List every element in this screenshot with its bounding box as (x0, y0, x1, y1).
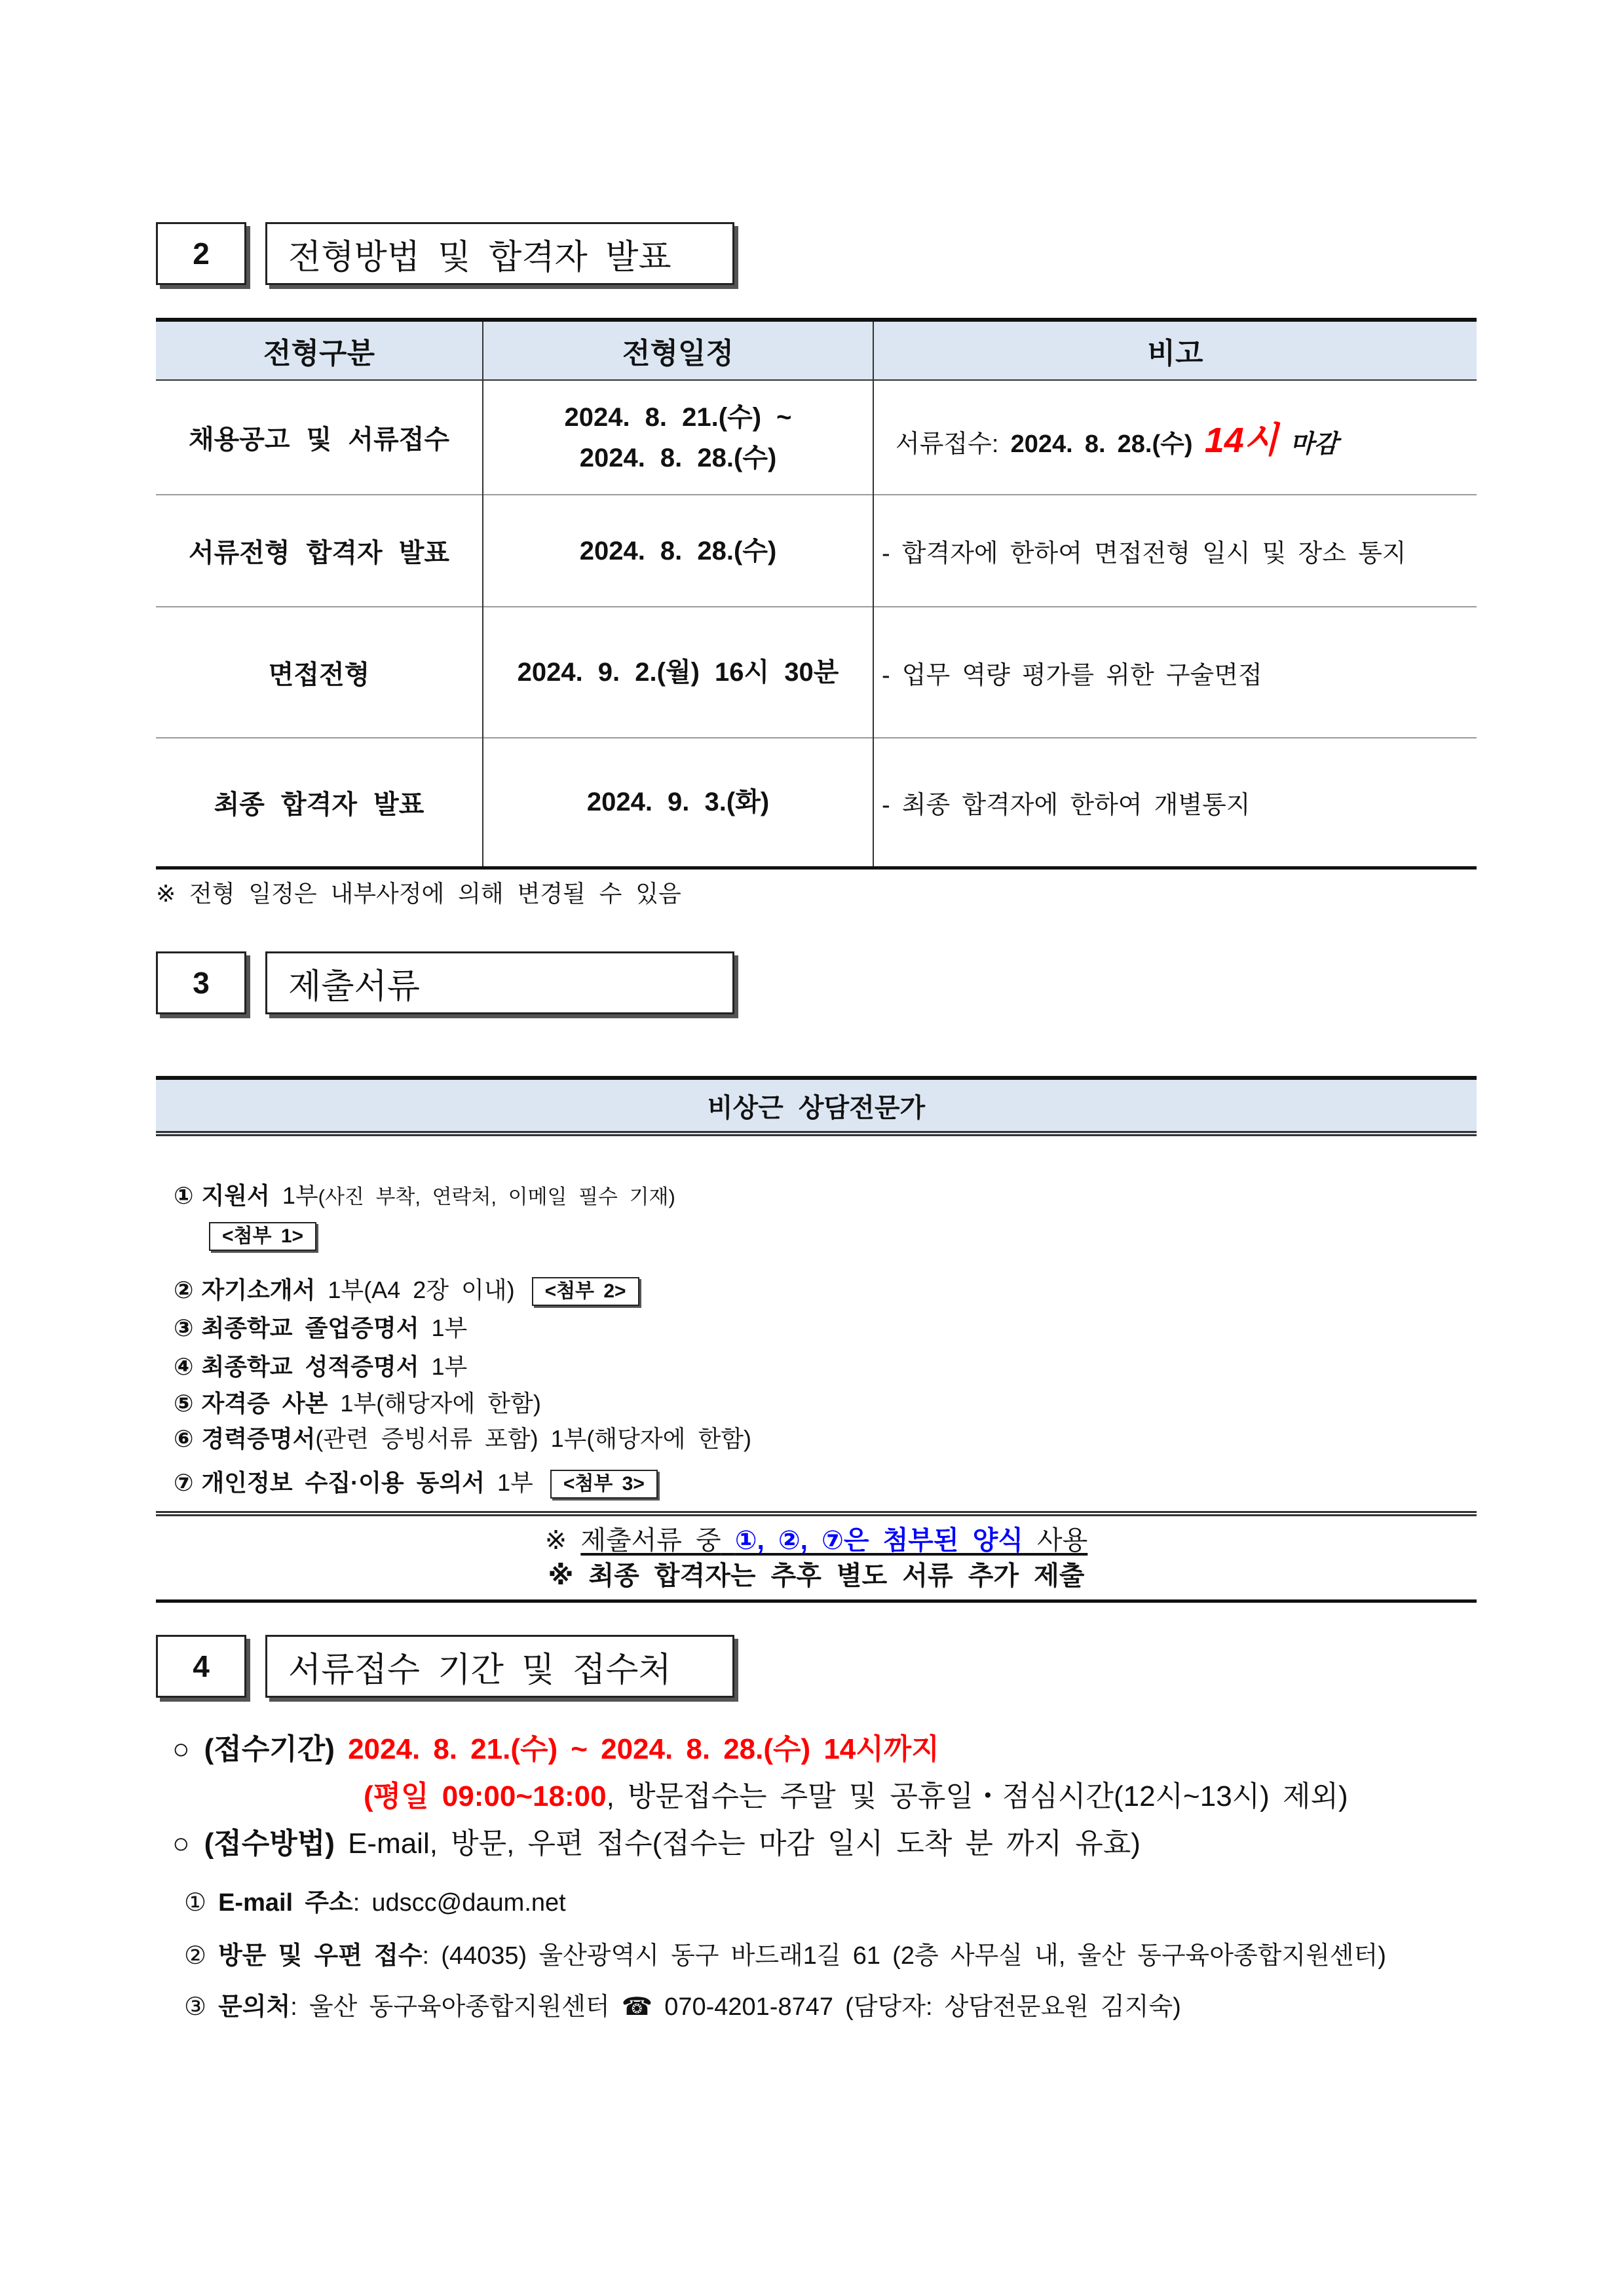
method-value: E-mail, 방문, 우편 접수(접수는 마감 일시 도착 분 까지 유효) (348, 1827, 1141, 1860)
item-marker: ④ (174, 1353, 194, 1380)
item-name: 자격증 사본 (201, 1390, 328, 1417)
period-label: (접수기간) (204, 1733, 335, 1765)
contact-address (184, 1940, 1386, 1972)
note-underlined (580, 1526, 1087, 1555)
stage-cell: 채용공고 및 서류접수 (156, 380, 483, 495)
item-note: (사진 부착, 연락처, 이메일 필수 기재) (318, 1185, 675, 1208)
item-quantity: 1부(A4 2장 이내) (328, 1276, 515, 1303)
remark-cell (873, 380, 1477, 495)
item-marker: ① (184, 1889, 207, 1917)
table-header-row (156, 320, 1477, 380)
section-title: 제출서류 (265, 951, 734, 1014)
schedule-cell (483, 380, 873, 495)
table-row (156, 607, 1477, 738)
item-name: 개인정보 수집·이용 동의서 (201, 1469, 485, 1496)
contact-label: E-mail 주소 (218, 1889, 353, 1917)
remark-cell: - 합격자에 한하여 면접전형 일시 및 장소 통지 (873, 495, 1477, 607)
position-category-bar (156, 1076, 1477, 1136)
schedule-cell: 2024. 8. 28.(수) (483, 495, 873, 607)
contact-value: : 울산 동구육아종합지원센터 ☎ 070-4201-8747 (담당자: 상담전문요원 김지숙) (290, 1993, 1181, 2021)
remark-suffix: 마감 (1290, 430, 1338, 458)
table-row (156, 738, 1477, 868)
hours-detail: , 방문접수는 주말 및 공휴일・점심시간(12시~13시) 제외) (606, 1780, 1348, 1812)
weekday-hours: (평일 09:00~18:00 (364, 1780, 607, 1812)
item-marker: ② (184, 1942, 207, 1970)
schedule-cell: 2024. 9. 3.(화) (483, 738, 873, 868)
contact-value: : (44035) 울산광역시 동구 바드래1길 61 (2층 사무실 내, 울산 동구육아종합지원센터) (422, 1942, 1386, 1970)
remark-prefix: 서류접수: (896, 430, 999, 458)
stage-cell: 최종 합격자 발표 (156, 738, 483, 868)
note-text: 제출서류 중 (580, 1526, 721, 1555)
period-value: 2024. 8. 21.(수) ~ 2024. 8. 28.(수) 14시까지 (348, 1733, 939, 1765)
application-period (172, 1732, 939, 1767)
section-3-header (156, 951, 746, 1020)
document-item (174, 1389, 541, 1418)
item-quantity: 1부 (431, 1314, 468, 1341)
contact-label: 문의처 (218, 1993, 291, 2021)
schedule-change-note: ※ 전형 일정은 내부사정에 의해 변경될 수 있음 (156, 880, 681, 907)
attached-form-note (156, 1524, 1477, 1557)
method-label: (접수방법) (204, 1827, 335, 1860)
document-item (174, 1468, 658, 1499)
item-quantity: (관련 증빙서류 포함) 1부(해당자에 한함) (315, 1425, 751, 1452)
note-highlight: ①, ②, ⑦은 첨부된 양식 (734, 1526, 1023, 1555)
section-number: 3 (156, 951, 246, 1014)
contact-value: : udscc@daum.net (352, 1889, 566, 1917)
contact-email (184, 1887, 566, 1919)
column-header-remarks: 비고 (873, 320, 1477, 380)
document-item (174, 1276, 639, 1306)
application-hours (364, 1779, 1348, 1814)
remark-cell: - 업무 역량 평가를 위한 구술면접 (873, 607, 1477, 738)
schedule-end: 2024. 8. 28.(수) (579, 443, 777, 472)
section-number: 4 (156, 1635, 246, 1698)
item-name: 최종학교 성적증명서 (201, 1353, 419, 1380)
item-name: 자기소개서 (201, 1276, 316, 1303)
position-category-label: 비상근 상담전문가 (707, 1093, 926, 1122)
item-quantity: 1부 (497, 1469, 533, 1496)
item-marker: ③ (184, 1993, 207, 2021)
section-4-header (156, 1635, 746, 1703)
note-text-end: 사용 (1037, 1526, 1088, 1555)
attachment-tag: <첨부 2> (532, 1277, 639, 1306)
additional-documents-note: ※ 최종 합격자는 추후 별도 서류 추가 제출 (548, 1561, 1085, 1590)
item-name: 최종학교 졸업증명서 (201, 1314, 419, 1341)
contact-inquiry (184, 1991, 1181, 2023)
contact-label: 방문 및 우편 접수 (218, 1942, 423, 1970)
remark-cell: - 최종 합격자에 한하여 개별통지 (873, 738, 1477, 868)
item-quantity: 1부 (282, 1182, 318, 1209)
stage-cell: 서류전형 합격자 발표 (156, 495, 483, 607)
circle-bullet-icon: ○ (172, 1827, 190, 1860)
divider-double (156, 1511, 1477, 1516)
item-marker: ⑦ (174, 1469, 194, 1496)
section-2-header (156, 222, 746, 290)
table-row (156, 495, 1477, 607)
stage-cell: 면접전형 (156, 607, 483, 738)
section-number: 2 (156, 222, 246, 285)
circle-bullet-icon: ○ (172, 1733, 190, 1765)
table-row (156, 380, 1477, 495)
schedule-start: 2024. 8. 21.(수) ~ (564, 402, 792, 432)
item-name: 경력증명서 (201, 1425, 316, 1452)
column-header-schedule: 전형일정 (483, 320, 873, 380)
attachment-tag: <첨부 3> (550, 1470, 658, 1499)
item-quantity: 1부(해당자에 한함) (340, 1390, 541, 1417)
note-mark: ※ (544, 1526, 567, 1555)
document-item (174, 1314, 467, 1343)
section-title: 서류접수 기간 및 접수처 (265, 1635, 734, 1698)
item-marker: ③ (174, 1314, 194, 1341)
item-marker: ⑤ (174, 1390, 194, 1417)
section-title: 전형방법 및 합격자 발표 (265, 222, 734, 285)
remark-deadline-time: 14시 (1204, 421, 1278, 460)
item-marker: ⑥ (174, 1425, 194, 1452)
document-item (174, 1181, 675, 1212)
attachment-tag: <첨부 1> (209, 1222, 316, 1251)
remark-deadline-date: 2024. 8. 28.(수) (1010, 430, 1193, 458)
document-item (174, 1352, 467, 1381)
schedule-cell: 2024. 9. 2.(월) 16시 30분 (483, 607, 873, 738)
application-method (172, 1826, 1141, 1862)
divider-thick (156, 1599, 1477, 1603)
column-header-stage: 전형구분 (156, 320, 483, 380)
selection-schedule-table (156, 318, 1477, 870)
document-item (174, 1425, 751, 1453)
item-name: 지원서 (201, 1182, 270, 1209)
item-marker: ② (174, 1276, 194, 1303)
item-marker: ① (174, 1182, 194, 1209)
item-quantity: 1부 (431, 1353, 468, 1380)
